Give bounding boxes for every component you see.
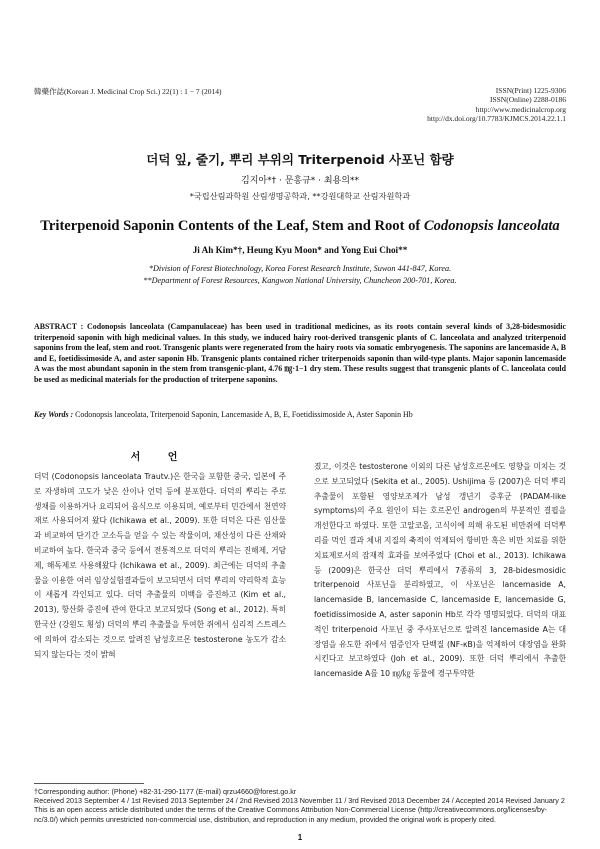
issn-online: ISSN(Online) 2288-0186 bbox=[489, 95, 566, 105]
issn-print: ISSN(Print) 1225-9306 bbox=[495, 86, 566, 95]
section-title: 서 언 bbox=[130, 452, 190, 463]
issn-block bbox=[326, 86, 566, 124]
received-dates: Received 2013 September 4 / 1st Revised 2013 September 24 / 2nd Revised 2013 November 11 / 3rd Revised 2013 December 24 / Accepted 2014 Revised January 2 bbox=[34, 796, 565, 806]
footnotes bbox=[34, 787, 566, 824]
english-authors: Ji Ah Kim*†, Heung Kyu Moon* and Yong Eui Choi** bbox=[192, 245, 408, 255]
doi-link[interactable]: http://dx.doi.org/10.7783/KJMCS.2014.22.1.1 bbox=[427, 114, 566, 124]
corresponding-author: †Corresponding author: (Phone) +82-31-290-1177 (E-mail) qrzu4660@forest.go.kr bbox=[34, 787, 297, 796]
right-column-text: 졌고, 이것은 testosterone 이외의 다른 남성호르몬에도 영향을 미치는 것으로 보고되었다 (Sekita et al., 2005). Ushijima 등 (2007)은 더덕 뿌리추출물이 포함된 영양보조제가 남성 갱년기 증후군 (PADAM-like symptoms)의 주요 원인이 되는 호르몬인 androgen의 부분적인 결핍을 개선한다고 하였다. 또한 고알코올, 고식이에 의해 유도된 비만쥐에 더덕뿌리를 먹인 결과 체내 지질의 축적이 억제되어 항비만 혹은 비만 치료를 위한 치료제로서의 잠재적 효과를 보여주었다 (Choi et al., 2013). Ichikawa 등 (2009)은 한국산 더덕 뿌리에서 7종류의 3, 28-bidesmosidic triterpenoid 사포닌을 분리하였고, 이 사포닌은 lancemaside A, lancemaside B, lancemaside C, lancemaside E, lancemaside G, foetidissimoside A, aster saponin Hb로 각각 명명되었다. 더덕의 대표적인 triterpenoid 사포닌 중 주사포닌으로 알려진 lancemaside A는 대장염을 유도한 쥐에서 염증인자 단백질 (NF-κB)을 억제하여 대장염을 완화시킨다고 보고하였다 (Joh et al., 2009). 또한 더덕 뿌리에서 추출한 lancemaside A를 10 ㎎/㎏ 동물에 경구투약한 bbox=[314, 462, 566, 679]
keywords-label: Key Words : bbox=[34, 410, 74, 419]
english-title-species: Codonopsis lanceolata bbox=[423, 218, 560, 234]
license-notice: This is an open access article distributed under the terms of the Creative Commons Attribution Non-Commercial License (http://creativecommons.org/licenses/by-nc/3.0/) which permits unrestricted non-commercial use, distribution, and reproduction in any medium, provided the original work is properly cited. bbox=[34, 805, 547, 824]
korean-title: 더덕 잎, 줄기, 뿌리 부위의 Triterpenoid 사포닌 함량 bbox=[146, 152, 454, 167]
page-number: 1 bbox=[297, 833, 303, 842]
english-title bbox=[0, 218, 600, 235]
korean-affiliations: *국립산림과학원 산림생명공학과, **강원대학교 산림자원학과 bbox=[189, 191, 411, 201]
abstract: ABSTRACT : Codonopsis lanceolata (Campanulaceae) has been used in traditional medicines, as its roots contain several kinds of 3,28-bidesmosidic triterpenoid saponin with high medicinal values. In this study, we induced hairy root-derived transgenic plants of C. lanceolata and analyzed triterpenoid saponins from the leaf, stem and root. Transgenic plants were regenerated from the hairy roots via somatic embryogenesis. The saponins are lancemaside A, B and E, foetidissimoside A, and aster saponin Hb. Transgenic plants contained richer triterpenoids saponin than wild-type plants. Major saponin lancemaside A was the most abundant saponin in the stem from transgenic-plant, 4.76 ㎎·1−1 dry stem. These results suggest that transgenic plants of C. lanceolata could be used as medicinal materials for the production of triterpene saponins. bbox=[34, 322, 566, 384]
footnote-divider bbox=[34, 783, 144, 784]
affiliation-2: **Department of Forest Resources, Kangwon National University, Chuncheon 200-701, Korea. bbox=[143, 275, 457, 285]
keywords bbox=[34, 410, 566, 419]
english-title-text: Triterpenoid Saponin Contents of the Leaf, Stem and Root of bbox=[40, 218, 424, 234]
korean-authors: 김지아*† · 문흥규* · 최용의** bbox=[241, 176, 359, 186]
affiliation-1: *Division of Forest Biotechnology, Korea Forest Research Institute, Suwon 441-847, Korea. bbox=[148, 264, 452, 273]
left-column-text: 더덕 (Codonopsis lanceolata Trautv.)은 한국을 포함한 중국, 일본에 주로 자생하며 고도가 낮은 산이나 언덕 등에 분포한다. 더덕의 뿌리는 주로 생채를 이용하거나 요리되어 음식으로 이용되며, 예로부터 민간에서 천연약재로 사용되어져 왔다 (Ichikawa et al., 2009). 또한 더덕은 다른 임산물과 비교하여 단기간 고소득을 얻을 수 있는 작물이며, 채산성이 다른 산채와 비교하여 높다. 한국과 중국 등에서 전통적으로 더덕의 뿌리는 진해제, 거담제, 해독제로 사용해왔다 (Ichikawa et al., 2009). 최근에는 더덕의 추출물을 이용한 여러 임상실험결과들이 보고되면서 더덕 뿌리의 약리학적 효능이 새롭게 각인되고 있다. 더덕 추출물의 미백을 증진하고 (Kim et al., 2013), 항산화 증진에 관여 한다고 보고되었다 (Song et al., 2012). 특히 한국산 (강원도 횡성) 더덕의 뿌리 추출물을 투여한 쥐에서 심리적 스트레스에 의하여 감소되는 것으로 알려진 남성호르몬 testosterone 농도가 감소되지 않는다는 것이 밝혀 bbox=[34, 472, 286, 659]
journal-citation: 韓藥作誌(Korean J. Medicinal Crop Sci.) 22(1) : 1 − 7 (2014) bbox=[34, 87, 222, 96]
journal-url[interactable]: http://www.medicinalcrop.org bbox=[475, 104, 566, 114]
english-affiliations bbox=[0, 263, 600, 286]
keywords-text: Codonopsis lanceolata, Triterpenoid Saponin, Lancemaside A, B, E, Foetidissimoside A, Aster Saponin Hb bbox=[75, 410, 413, 419]
